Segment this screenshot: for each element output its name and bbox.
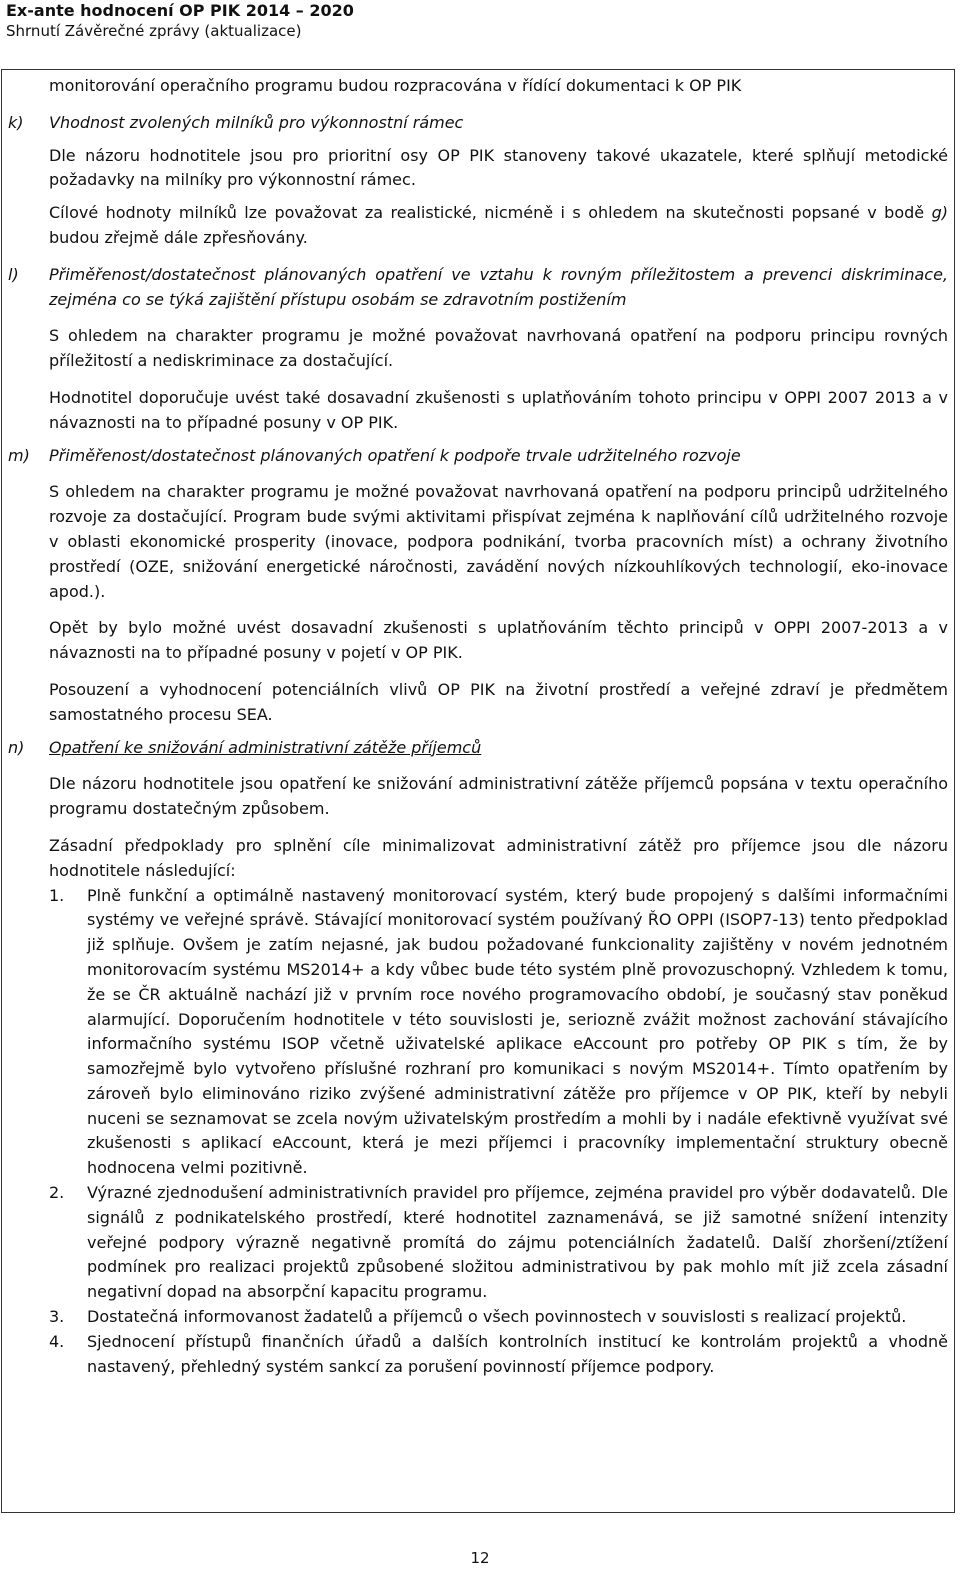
list-item-number: 3. xyxy=(49,1307,65,1327)
section-k-p2-ref: g) xyxy=(931,203,948,223)
content-body xyxy=(8,69,948,1379)
list-item xyxy=(8,1330,948,1380)
section-n-title: Opatření ke snižování administrativní zátěže příjemců xyxy=(49,737,482,757)
section-n-label: n) xyxy=(8,737,25,757)
document-title: Ex-ante hodnocení OP PIK 2014 – 2020 xyxy=(6,1,354,20)
section-k-heading xyxy=(8,111,948,136)
section-k-p2-text-end: budou zřejmě dále zpřesňovány. xyxy=(49,227,308,247)
section-l-paragraph-2: Hodnotitel doporučuje uvést také dosavadní zkušenosti s uplatňováním tohoto principu v OPPI 2007 2013 a v návaznosti na to případné posuny v OP PIK. xyxy=(49,387,948,432)
page-number: 12 xyxy=(470,1549,490,1567)
list-item-number: 4. xyxy=(49,1331,65,1351)
page-header xyxy=(6,0,946,41)
section-m-label: m) xyxy=(8,445,30,465)
section-k-p2-text: Cílové hodnoty milníků lze považovat za realistické, nicméně i s ohledem na skutečnosti popsané v bodě xyxy=(49,203,932,223)
list-item xyxy=(8,1305,948,1330)
section-m-paragraph-2: Opět by bylo možné uvést dosavadní zkušenosti s uplatňováním těchto principů v OPPI 2007-2013 a v návaznosti na to případné posuny v pojetí v OP PIK. xyxy=(49,618,948,663)
section-l-paragraph-1: S ohledem na charakter programu je možné považovat navrhovaná opatření na podporu principu rovných příležitostí a nediskriminace za dostačující. xyxy=(49,326,948,371)
document-subtitle: Shrnutí Závěrečné zprávy (aktualizace) xyxy=(6,22,302,40)
section-k-paragraph-1: Dle názoru hodnotitele jsou pro prioritní osy OP PIK stanoveny takové ukazatele, které splňují metodické požadavky na milníky pro výkonnostní rámec. xyxy=(49,145,948,190)
section-k-title: Vhodnost zvolených milníků pro výkonnostní rámec xyxy=(49,112,464,132)
list-item-number: 1. xyxy=(49,885,65,905)
section-l-title: Přiměřenost/dostatečnost plánovaných opatření ve vztahu k rovným příležitostem a prevenci diskriminace, zejména co se týká zajištění přístupu osobám se zdravotním postižením xyxy=(49,264,948,309)
section-n-paragraph-2: Zásadní předpoklady pro splnění cíle minimalizovat administrativní zátěž pro příjemce jsou dle názoru hodnotitele následující: xyxy=(49,835,948,880)
section-m-heading xyxy=(8,444,948,469)
section-l-label: l) xyxy=(8,264,19,284)
section-n-heading xyxy=(8,736,948,761)
list-item xyxy=(8,1181,948,1305)
intro-line: monitorování operačního programu budou rozpracována v řídící dokumentaci k OP PIK xyxy=(49,76,742,95)
list-item-text: Výrazné zjednodušení administrativních pravidel pro příjemce, zejména pravidel pro výběr dodavatelů. Dle signálů z podnikatelského prostředí, které hodnotitel zaznamenává, se již samotné snížení intenzity veřejné podpory výrazně negativně promítá do zájmu potenciálních žadatelů. Další zhoršení/ztížení podmínek pro realizaci projektů způsobené složitou administrativou by pak mohlo mít již zcela zásadní negativní dopad na absorpční kapacitu programu. xyxy=(87,1183,948,1302)
list-item-number: 2. xyxy=(49,1183,65,1203)
list-item-text: Plně funkční a optimálně nastavený monitorovací systém, který bude propojený s dalšími informačními systémy ve veřejné správě. Stávající monitorovací systém používaný ŘO OPPI (ISOP7-13) tento předpoklad již splňuje. Ovšem je zatím nejasné, jak budou požadované funkcionality zajištěny v novém jednotném monitorovacím systému MS2014+ a kdy vůbec bude této systém plně provozuschopný. Vzhledem k tomu, že se ČR aktuálně nachází již v prvním roce nového programovacího období, je současný stav poněkud alarmující. Doporučením hodnotitele v této souvislosti je, seriozně zvážit možnost zachování stávajícího informačního systému ISOP včetně uživatelské aplikace eAccount pro potřeby OP PIK s tím, že by samozřejmě bylo vytvořeno příslušné rozhraní pro komunikaci s novým MS2014+. Tímto opatřením by zároveň bylo eliminováno riziko zvýšené administrativní zátěže pro příjemce v OP PIK, kteří by nebyli nuceni se seznamovat se zcela novým uživatelským prostředím a mohli by i nadále efektivně využívat své zkušenosti s aplikací eAccount, která je mezi příjemci i pracovníky implementační struktury obecně hodnocena velmi pozitivně. xyxy=(87,885,948,1178)
section-n-paragraph-1: Dle názoru hodnotitele jsou opatření ke snižování administrativní zátěže příjemců popsána v textu operačního programu dostatečným způsobem. xyxy=(49,774,948,819)
list-item-text: Sjednocení přístupů finančních úřadů a dalších kontrolních institucí ke kontrolám projektů a vhodně nastavený, přehledný systém sankcí za porušení povinností příjemce podpory. xyxy=(87,1331,948,1376)
section-k-label: k) xyxy=(8,112,24,132)
section-k-paragraph-2 xyxy=(49,201,948,251)
section-l-heading xyxy=(8,263,948,313)
requirements-list xyxy=(8,884,948,1380)
list-item xyxy=(8,884,948,1182)
section-m-paragraph-3: Posouzení a vyhodnocení potenciálních vlivů OP PIK na životní prostředí a veřejné zdraví je předmětem samostatného procesu SEA. xyxy=(49,679,948,724)
list-item-text: Dostatečná informovanost žadatelů a příjemců o všech povinnostech v souvislosti s realizací projektů. xyxy=(87,1307,907,1327)
section-m-title: Přiměřenost/dostatečnost plánovaných opatření k podpoře trvale udržitelného rozvoje xyxy=(49,445,741,465)
section-m-paragraph-1: S ohledem na charakter programu je možné považovat navrhovaná opatření na podporu principů udržitelného rozvoje za dostačující. Program bude svými aktivitami přispívat zejména k naplňování cílů udržitelného rozvoje v oblasti ekonomické prosperity (inovace, podpora podnikání, tvorba pracovních míst) a ochrany životního prostředí (OZE, snižování energetické náročnosti, zavádění nových nízkouhlíkových technologií, eko-inovace apod.). xyxy=(49,482,948,601)
